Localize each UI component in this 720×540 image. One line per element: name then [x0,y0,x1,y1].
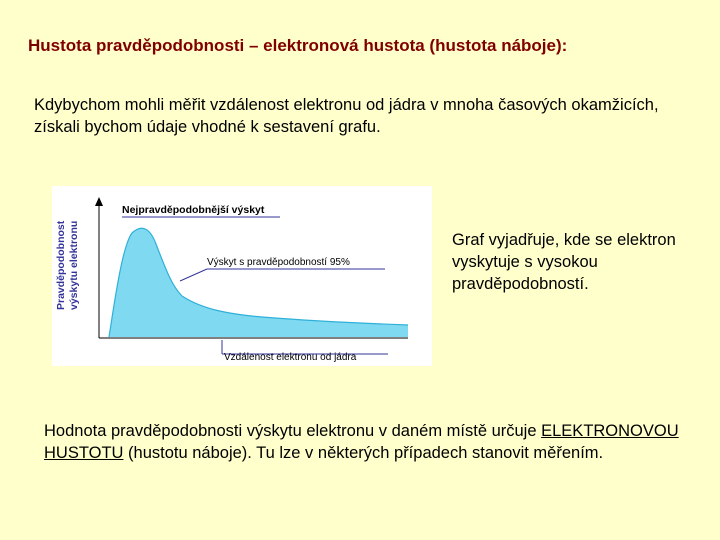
side-note: Graf vyjadřuje, kde se elektron vyskytuje s vysokou pravděpodobností. [452,231,676,293]
intro-paragraph: Kdybychom mohli měřit vzdálenost elektronu od jádra v mnoha časových okamžicích, získali bychom údaje vhodné k sestavení grafu. [34,96,659,136]
x-axis-label: Vzdálenost elektronu od jádra [224,352,357,363]
bottom-text-part2: (hustotu náboje). Tu lze v některých případech stanovit měřením. [123,444,604,462]
slide-title: Hustota pravděpodobnosti – elektronová hustota (hustota náboje): [28,36,568,55]
annotation-peak: Nejpravděpodobnější výskyt [122,204,265,216]
figure-svg [52,186,432,366]
electron-density-term: ELEKTRONOVOU HUSTOTU [44,422,679,462]
y-axis-arrow [95,197,103,206]
annotation-95: Výskyt s pravděpodobností 95% [207,257,350,268]
bottom-text-part1: Hodnota pravděpodobnosti výskytu elektronu v daném místě určuje [44,422,542,440]
probability-area [109,228,408,337]
probability-density-figure [52,186,432,366]
y-axis-label-line1: Pravděpodobnost [55,220,67,310]
annotation-95-pointer [180,269,207,281]
bottom-paragraph [44,420,684,464]
y-axis-label-line2: výskytu elektronu [68,220,80,310]
